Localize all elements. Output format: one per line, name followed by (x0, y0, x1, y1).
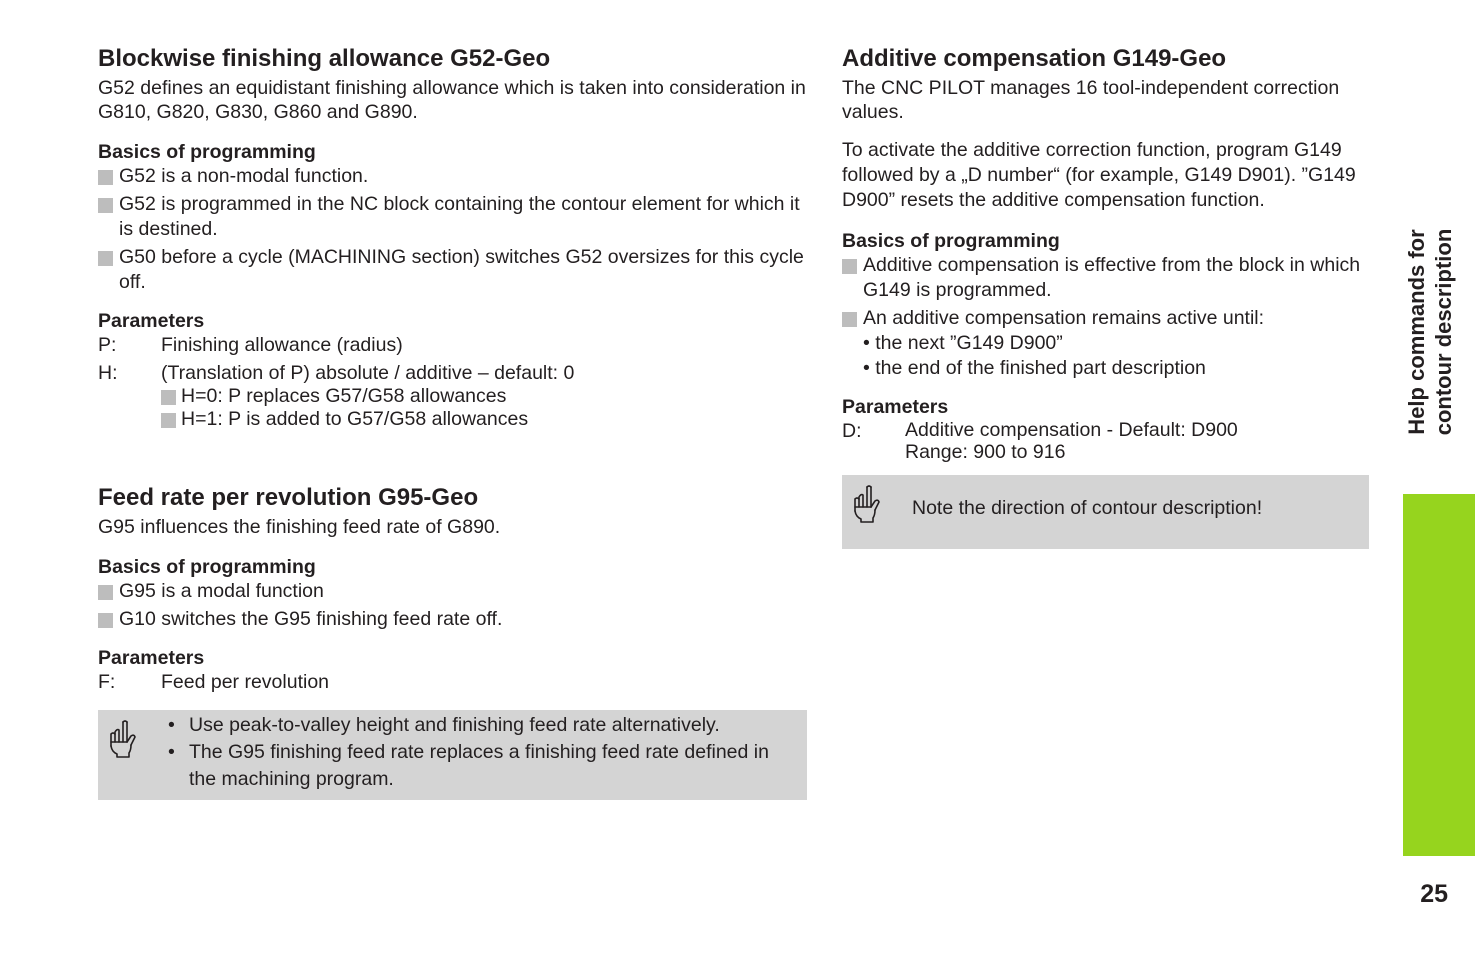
note-list (168, 712, 797, 793)
params-list-g149 (842, 419, 1370, 463)
pointing-hand-icon (108, 720, 140, 758)
note-box-g95 (98, 710, 807, 800)
params-list-g95 (98, 670, 808, 694)
list-item: An additive compensation remains active until: • the next ”G149 D900” • the end of the finished part description (842, 306, 1370, 381)
section-intro-g95: G95 influences the finishing feed rate of G890. (98, 516, 501, 538)
params-heading-g149: Parameters (842, 396, 949, 418)
param-key: P: (98, 334, 117, 356)
note-box-g149 (842, 475, 1369, 549)
square-bullet-icon (98, 198, 113, 213)
list-item: G10 switches the G95 finishing feed rate off. (98, 607, 808, 632)
section-title-g52: Blockwise finishing allowance G52-Geo (98, 45, 551, 72)
basics-heading-g52: Basics of programming (98, 141, 316, 163)
square-bullet-icon (98, 170, 113, 185)
param-option: H=1: P is added to G57/G58 allowances (161, 408, 808, 431)
params-list-g52 (98, 333, 808, 431)
list-item: Additive compensation is effective from the block in which G149 is programmed. (842, 253, 1370, 303)
params-heading-g95: Parameters (98, 647, 205, 669)
param-value: (Translation of P) absolute / additive – default: 0 (161, 362, 575, 384)
param-option: H=0: P replaces G57/G58 allowances (161, 385, 808, 408)
basics-heading-g149: Basics of programming (842, 230, 1060, 252)
note-item: • The G95 finishing feed rate replaces a finishing feed rate defined in the machining program. (168, 741, 769, 790)
param-value: Finishing allowance (radius) (161, 334, 403, 356)
list-item: G95 is a modal function (98, 579, 808, 604)
section-intro-g52: G52 defines an equidistant finishing allowance which is taken into consideration in G810, G820, G830, G860 and G890. (98, 77, 806, 123)
param-row-p (98, 333, 808, 357)
square-bullet-icon (161, 390, 176, 405)
square-bullet-icon (161, 413, 176, 428)
param-row-h (98, 361, 808, 431)
param-key: H: (98, 362, 118, 384)
param-value: Additive compensation - Default: D900 (905, 419, 1238, 441)
square-bullet-icon (98, 613, 113, 628)
left-column (98, 44, 808, 800)
square-bullet-icon (98, 251, 113, 266)
list-item: G52 is programmed in the NC block containing the contour element for which it is destined. (98, 192, 808, 242)
page-number: 25 (1420, 880, 1448, 908)
list-item: G50 before a cycle (MACHINING section) switches G52 oversizes for this cycle off. (98, 245, 808, 295)
section-title-g95: Feed rate per revolution G95-Geo (98, 484, 479, 511)
basics-list-g149 (842, 253, 1370, 381)
until-item: • the next ”G149 D900” (863, 332, 1063, 354)
until-item: • the end of the finished part description (863, 357, 1206, 379)
basics-list-g95 (98, 579, 808, 632)
param-key: F: (98, 671, 116, 693)
basics-list-g52 (98, 164, 808, 295)
chapter-title-line2: contour description (1431, 228, 1456, 436)
basics-heading-g95: Basics of programming (98, 556, 316, 578)
square-bullet-icon (842, 312, 857, 327)
param-key: D: (842, 420, 862, 442)
chapter-title-line1: Help commands for (1404, 229, 1429, 435)
param-range: Range: 900 to 916 (905, 441, 1066, 463)
params-heading-g52: Parameters (98, 310, 205, 332)
section-intro-g149: The CNC PILOT manages 16 tool-independent correction values. (842, 77, 1340, 123)
pointing-hand-icon (852, 485, 884, 523)
list-item: G52 is a non-modal function. (98, 164, 808, 189)
right-column (842, 44, 1370, 549)
square-bullet-icon (98, 585, 113, 600)
note-item: • Use peak-to-valley height and finishing feed rate alternatively. (168, 714, 720, 736)
param-row-f (98, 670, 808, 694)
square-bullet-icon (842, 259, 857, 274)
note-text: Note the direction of contour description! (912, 497, 1263, 519)
section-title-g149: Additive compensation G149-Geo (842, 45, 1227, 72)
param-row-d (842, 419, 1370, 463)
param-value: Feed per revolution (161, 671, 330, 693)
section-paragraph-g149: To activate the additive correction function, program G149 followed by a „D number“ (for example, G149 D901). ”G149 D900” resets the additive compensation function. (842, 139, 1356, 211)
chapter-tab (1398, 200, 1462, 465)
chapter-color-bar (1403, 494, 1475, 856)
